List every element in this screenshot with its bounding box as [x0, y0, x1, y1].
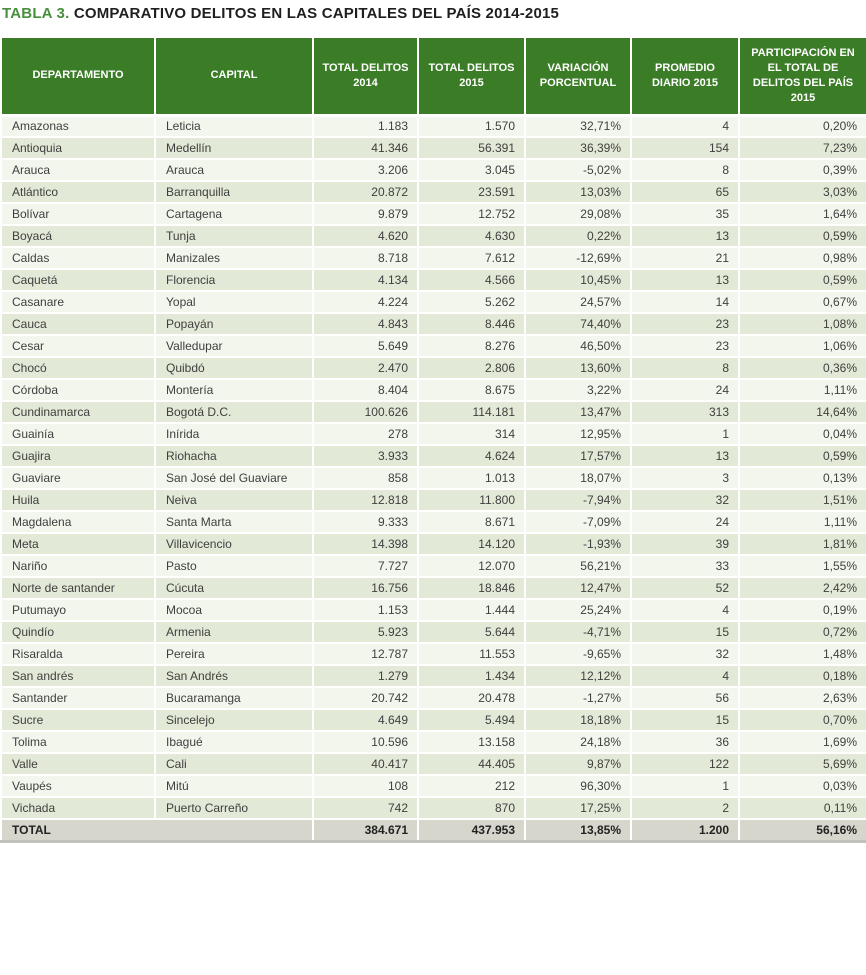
cell-total-delitos-2015: 3.045: [418, 159, 525, 181]
column-header-total-delitos-2015: TOTAL DELITOS 2015: [418, 37, 525, 115]
cell-departamento: Cesar: [1, 335, 155, 357]
total-label: TOTAL: [1, 819, 313, 841]
cell-total-delitos-2015: 8.675: [418, 379, 525, 401]
cell-total-delitos-2014: 4.134: [313, 269, 418, 291]
cell-departamento: Caquetá: [1, 269, 155, 291]
cell-capital: Leticia: [155, 115, 313, 137]
cell-participacion-total-pais-2015: 3,03%: [739, 181, 866, 203]
cell-total-delitos-2015: 8.276: [418, 335, 525, 357]
cell-departamento: Quindío: [1, 621, 155, 643]
cell-total-delitos-2015: 1.570: [418, 115, 525, 137]
cell-total-delitos-2014: 8.404: [313, 379, 418, 401]
cell-participacion-total-pais-2015: 0,39%: [739, 159, 866, 181]
table-row: [1, 335, 866, 357]
cell-promedio-diario-2015: 23: [631, 335, 739, 357]
cell-participacion-total-pais-2015: 1,81%: [739, 533, 866, 555]
cell-total-delitos-2014: 3.206: [313, 159, 418, 181]
cell-promedio-diario-2015: 24: [631, 379, 739, 401]
cell-participacion-total-pais-2015: 1,08%: [739, 313, 866, 335]
cell-total-delitos-2015: 8.446: [418, 313, 525, 335]
cell-total-delitos-2014: 40.417: [313, 753, 418, 775]
table-row: [1, 115, 866, 137]
cell-participacion-total-pais-2015: 1,11%: [739, 511, 866, 533]
cell-variacion-porcentual: -7,94%: [525, 489, 631, 511]
cell-total-delitos-2015: 1.444: [418, 599, 525, 621]
cell-promedio-diario-2015: 52: [631, 577, 739, 599]
cell-total-delitos-2015: 18.846: [418, 577, 525, 599]
cell-variacion-porcentual: 46,50%: [525, 335, 631, 357]
table-row: [1, 379, 866, 401]
cell-capital: Inírida: [155, 423, 313, 445]
cell-participacion-total-pais-2015: 1,51%: [739, 489, 866, 511]
cell-total-delitos-2015: 1.434: [418, 665, 525, 687]
cell-variacion-porcentual: -1,93%: [525, 533, 631, 555]
cell-variacion-porcentual: 0,22%: [525, 225, 631, 247]
cell-departamento: Antioquia: [1, 137, 155, 159]
cell-total-delitos-2015: 5.644: [418, 621, 525, 643]
cell-participacion-total-pais-2015: 1,69%: [739, 731, 866, 753]
cell-departamento: Atlántico: [1, 181, 155, 203]
cell-total-delitos-2015: 212: [418, 775, 525, 797]
table-row: [1, 643, 866, 665]
cell-capital: Mocoa: [155, 599, 313, 621]
cell-total-delitos-2014: 100.626: [313, 401, 418, 423]
cell-total-delitos-2014: 41.346: [313, 137, 418, 159]
cell-departamento: Amazonas: [1, 115, 155, 137]
table-footer: [1, 819, 866, 841]
cell-capital: Yopal: [155, 291, 313, 313]
cell-variacion-porcentual: -5,02%: [525, 159, 631, 181]
cell-total-delitos-2014: 4.843: [313, 313, 418, 335]
cell-variacion-porcentual: 17,57%: [525, 445, 631, 467]
table-title-text: COMPARATIVO DELITOS EN LAS CAPITALES DEL PAÍS 2014-2015: [73, 5, 560, 22]
table-row: [1, 181, 866, 203]
cell-total-delitos-2015: 4.624: [418, 445, 525, 467]
cell-participacion-total-pais-2015: 2,42%: [739, 577, 866, 599]
cell-variacion-porcentual: 12,47%: [525, 577, 631, 599]
cell-total-delitos-2015: 1.013: [418, 467, 525, 489]
cell-variacion-porcentual: 12,12%: [525, 665, 631, 687]
cell-capital: Bogotá D.C.: [155, 401, 313, 423]
cell-variacion-porcentual: 36,39%: [525, 137, 631, 159]
cell-total-delitos-2015: 20.478: [418, 687, 525, 709]
cell-departamento: Santander: [1, 687, 155, 709]
cell-total-delitos-2015: 56.391: [418, 137, 525, 159]
table-row: [1, 731, 866, 753]
cell-total-delitos-2014: 9.879: [313, 203, 418, 225]
cell-participacion-total-pais-2015: 0,98%: [739, 247, 866, 269]
cell-total-delitos-2015: 13.158: [418, 731, 525, 753]
cell-variacion-porcentual: 10,45%: [525, 269, 631, 291]
cell-departamento: Guajira: [1, 445, 155, 467]
cell-total-delitos-2015: 11.800: [418, 489, 525, 511]
cell-total-delitos-2014: 1.183: [313, 115, 418, 137]
cell-capital: Popayán: [155, 313, 313, 335]
cell-total-delitos-2015: 44.405: [418, 753, 525, 775]
cell-total-delitos-2014: 20.742: [313, 687, 418, 709]
cell-departamento: Bolívar: [1, 203, 155, 225]
cell-participacion-total-pais-2015: 2,63%: [739, 687, 866, 709]
cell-participacion-total-pais-2015: 0,11%: [739, 797, 866, 819]
table-row: [1, 357, 866, 379]
cell-departamento: Guaviare: [1, 467, 155, 489]
column-header-promedio-diario-2015: PROMEDIO DIARIO 2015: [631, 37, 739, 115]
cell-total-delitos-2014: 1.279: [313, 665, 418, 687]
table-row: [1, 203, 866, 225]
cell-capital: Pasto: [155, 555, 313, 577]
cell-departamento: Boyacá: [1, 225, 155, 247]
cell-participacion-total-pais-2015: 0,04%: [739, 423, 866, 445]
column-header-capital: CAPITAL: [155, 37, 313, 115]
cell-departamento: Cundinamarca: [1, 401, 155, 423]
cell-departamento: Arauca: [1, 159, 155, 181]
cell-promedio-diario-2015: 23: [631, 313, 739, 335]
cell-participacion-total-pais-2015: 5,69%: [739, 753, 866, 775]
table-row: [1, 577, 866, 599]
cell-participacion-total-pais-2015: 1,64%: [739, 203, 866, 225]
cell-promedio-diario-2015: 313: [631, 401, 739, 423]
table-row: [1, 599, 866, 621]
cell-departamento: Magdalena: [1, 511, 155, 533]
cell-participacion-total-pais-2015: 0,03%: [739, 775, 866, 797]
cell-capital: San José del Guaviare: [155, 467, 313, 489]
cell-promedio-diario-2015: 13: [631, 225, 739, 247]
table-row: [1, 753, 866, 775]
cell-promedio-diario-2015: 56: [631, 687, 739, 709]
cell-departamento: Guainía: [1, 423, 155, 445]
cell-participacion-total-pais-2015: 0,59%: [739, 445, 866, 467]
cell-total-delitos-2014: 858: [313, 467, 418, 489]
cell-total-delitos-2015: 870: [418, 797, 525, 819]
cell-departamento: Caldas: [1, 247, 155, 269]
column-header-total-delitos-2014: TOTAL DELITOS 2014: [313, 37, 418, 115]
cell-promedio-diario-2015: 65: [631, 181, 739, 203]
cell-promedio-diario-2015: 1: [631, 423, 739, 445]
cell-total-delitos-2015: 114.181: [418, 401, 525, 423]
cell-capital: Santa Marta: [155, 511, 313, 533]
cell-participacion-total-pais-2015: 0,18%: [739, 665, 866, 687]
cell-variacion-porcentual: 17,25%: [525, 797, 631, 819]
cell-promedio-diario-2015: 3: [631, 467, 739, 489]
cell-promedio-diario-2015: 13: [631, 445, 739, 467]
column-header-departamento: DEPARTAMENTO: [1, 37, 155, 115]
cell-total-delitos-2015: 8.671: [418, 511, 525, 533]
cell-capital: Manizales: [155, 247, 313, 269]
cell-departamento: Putumayo: [1, 599, 155, 621]
table-row: [1, 247, 866, 269]
cell-total-delitos-2014: 4.649: [313, 709, 418, 731]
cell-variacion-porcentual: 29,08%: [525, 203, 631, 225]
comparative-crime-table: [0, 36, 866, 843]
cell-promedio-diario-2015: 35: [631, 203, 739, 225]
cell-participacion-total-pais-2015: 1,06%: [739, 335, 866, 357]
cell-variacion-porcentual: 18,07%: [525, 467, 631, 489]
cell-capital: Riohacha: [155, 445, 313, 467]
cell-variacion-porcentual: -12,69%: [525, 247, 631, 269]
cell-participacion-total-pais-2015: 1,55%: [739, 555, 866, 577]
cell-departamento: Meta: [1, 533, 155, 555]
table-row: [1, 533, 866, 555]
cell-total-delitos-2015: 11.553: [418, 643, 525, 665]
cell-total-delitos-2014: 12.787: [313, 643, 418, 665]
cell-promedio-diario-2015: 32: [631, 643, 739, 665]
cell-capital: Sincelejo: [155, 709, 313, 731]
cell-departamento: Risaralda: [1, 643, 155, 665]
cell-participacion-total-pais-2015: 0,59%: [739, 225, 866, 247]
table-row: [1, 445, 866, 467]
cell-promedio-diario-2015: 4: [631, 115, 739, 137]
cell-capital: Valledupar: [155, 335, 313, 357]
cell-capital: Ibagué: [155, 731, 313, 753]
cell-promedio-diario-2015: 13: [631, 269, 739, 291]
cell-participacion-total-pais-2015: 0,19%: [739, 599, 866, 621]
cell-variacion-porcentual: 24,57%: [525, 291, 631, 313]
cell-capital: Pereira: [155, 643, 313, 665]
cell-total-delitos-2014: 10.596: [313, 731, 418, 753]
cell-total-delitos-2015: 7.612: [418, 247, 525, 269]
cell-capital: Villavicencio: [155, 533, 313, 555]
cell-capital: Medellín: [155, 137, 313, 159]
cell-variacion-porcentual: 25,24%: [525, 599, 631, 621]
cell-promedio-diario-2015: 24: [631, 511, 739, 533]
cell-total-delitos-2014: 9.333: [313, 511, 418, 533]
cell-total-delitos-2014: 278: [313, 423, 418, 445]
table-row: [1, 797, 866, 819]
table-row: [1, 621, 866, 643]
cell-variacion-porcentual: 96,30%: [525, 775, 631, 797]
table-row: [1, 401, 866, 423]
cell-total-delitos-2014: 2.470: [313, 357, 418, 379]
table-row: [1, 687, 866, 709]
cell-participacion-total-pais-2015: 0,70%: [739, 709, 866, 731]
cell-promedio-diario-2015: 8: [631, 159, 739, 181]
cell-total-delitos-2014: 4.620: [313, 225, 418, 247]
cell-capital: Cartagena: [155, 203, 313, 225]
cell-total-delitos-2015: 23.591: [418, 181, 525, 203]
cell-capital: Tunja: [155, 225, 313, 247]
cell-capital: Quibdó: [155, 357, 313, 379]
cell-participacion-total-pais-2015: 0,13%: [739, 467, 866, 489]
cell-departamento: Valle: [1, 753, 155, 775]
table-row: [1, 555, 866, 577]
cell-capital: San Andrés: [155, 665, 313, 687]
cell-participacion-total-pais-2015: 1,11%: [739, 379, 866, 401]
cell-total-delitos-2014: 1.153: [313, 599, 418, 621]
cell-variacion-porcentual: 18,18%: [525, 709, 631, 731]
table-row: [1, 225, 866, 247]
cell-total-delitos-2014: 16.756: [313, 577, 418, 599]
cell-participacion-total-pais-2015: 0,20%: [739, 115, 866, 137]
cell-total-delitos-2015: 2.806: [418, 357, 525, 379]
cell-promedio-diario-2015: 32: [631, 489, 739, 511]
cell-departamento: Tolima: [1, 731, 155, 753]
table-row: [1, 159, 866, 181]
cell-total-delitos-2015: 4.566: [418, 269, 525, 291]
table-header: [1, 37, 866, 115]
cell-promedio-diario-2015: 4: [631, 665, 739, 687]
cell-variacion-porcentual: 13,47%: [525, 401, 631, 423]
cell-total-delitos-2015: 5.262: [418, 291, 525, 313]
cell-promedio-diario-2015: 1: [631, 775, 739, 797]
cell-total-delitos-2014: 108: [313, 775, 418, 797]
table-row: [1, 137, 866, 159]
cell-variacion-porcentual: -7,09%: [525, 511, 631, 533]
cell-total-delitos-2015: 4.630: [418, 225, 525, 247]
table-body: [1, 115, 866, 819]
table-row: [1, 467, 866, 489]
cell-variacion-porcentual: -1,27%: [525, 687, 631, 709]
table-row: [1, 291, 866, 313]
header-row: [1, 37, 866, 115]
cell-variacion-porcentual: 13,03%: [525, 181, 631, 203]
cell-capital: Florencia: [155, 269, 313, 291]
table-number-label: TABLA 3.: [2, 5, 70, 22]
table-row: [1, 489, 866, 511]
cell-variacion-porcentual: -9,65%: [525, 643, 631, 665]
cell-promedio-diario-2015: 2: [631, 797, 739, 819]
cell-promedio-diario-2015: 39: [631, 533, 739, 555]
total-row: [1, 819, 866, 841]
table-row: [1, 709, 866, 731]
cell-total-delitos-2014: 7.727: [313, 555, 418, 577]
cell-total-delitos-2014: 20.872: [313, 181, 418, 203]
total-participacion-total-pais-2015: 56,16%: [739, 819, 866, 841]
total-variacion-porcentual: 13,85%: [525, 819, 631, 841]
cell-total-delitos-2014: 12.818: [313, 489, 418, 511]
cell-total-delitos-2014: 3.933: [313, 445, 418, 467]
cell-total-delitos-2014: 8.718: [313, 247, 418, 269]
cell-departamento: Vaupés: [1, 775, 155, 797]
cell-variacion-porcentual: 32,71%: [525, 115, 631, 137]
cell-promedio-diario-2015: 15: [631, 709, 739, 731]
cell-departamento: Vichada: [1, 797, 155, 819]
cell-promedio-diario-2015: 36: [631, 731, 739, 753]
table-row: [1, 511, 866, 533]
cell-departamento: Casanare: [1, 291, 155, 313]
cell-departamento: Cauca: [1, 313, 155, 335]
cell-variacion-porcentual: 74,40%: [525, 313, 631, 335]
total-promedio-diario-2015: 1.200: [631, 819, 739, 841]
cell-capital: Cali: [155, 753, 313, 775]
table-row: [1, 775, 866, 797]
cell-participacion-total-pais-2015: 1,48%: [739, 643, 866, 665]
cell-capital: Mitú: [155, 775, 313, 797]
cell-total-delitos-2014: 14.398: [313, 533, 418, 555]
cell-participacion-total-pais-2015: 7,23%: [739, 137, 866, 159]
table-row: [1, 313, 866, 335]
cell-variacion-porcentual: 9,87%: [525, 753, 631, 775]
cell-variacion-porcentual: 56,21%: [525, 555, 631, 577]
cell-capital: Armenia: [155, 621, 313, 643]
cell-departamento: Sucre: [1, 709, 155, 731]
cell-capital: Neiva: [155, 489, 313, 511]
cell-total-delitos-2015: 5.494: [418, 709, 525, 731]
cell-participacion-total-pais-2015: 0,72%: [739, 621, 866, 643]
cell-capital: Arauca: [155, 159, 313, 181]
cell-promedio-diario-2015: 15: [631, 621, 739, 643]
cell-departamento: Chocó: [1, 357, 155, 379]
column-header-variacion-porcentual: VARIACIÓN PORCENTUAL: [525, 37, 631, 115]
cell-total-delitos-2015: 314: [418, 423, 525, 445]
cell-capital: Barranquilla: [155, 181, 313, 203]
column-header-participacion-total-pais-2015: PARTICIPACIÓN EN EL TOTAL DE DELITOS DEL PAÍS 2015: [739, 37, 866, 115]
cell-promedio-diario-2015: 122: [631, 753, 739, 775]
cell-departamento: Córdoba: [1, 379, 155, 401]
cell-promedio-diario-2015: 14: [631, 291, 739, 313]
cell-promedio-diario-2015: 33: [631, 555, 739, 577]
cell-participacion-total-pais-2015: 0,36%: [739, 357, 866, 379]
cell-capital: Montería: [155, 379, 313, 401]
cell-total-delitos-2014: 742: [313, 797, 418, 819]
cell-participacion-total-pais-2015: 0,67%: [739, 291, 866, 313]
cell-departamento: San andrés: [1, 665, 155, 687]
cell-total-delitos-2014: 5.923: [313, 621, 418, 643]
cell-total-delitos-2014: 5.649: [313, 335, 418, 357]
cell-variacion-porcentual: 3,22%: [525, 379, 631, 401]
cell-capital: Bucaramanga: [155, 687, 313, 709]
cell-participacion-total-pais-2015: 14,64%: [739, 401, 866, 423]
table-row: [1, 423, 866, 445]
cell-promedio-diario-2015: 21: [631, 247, 739, 269]
cell-departamento: Nariño: [1, 555, 155, 577]
total-total-delitos-2015: 437.953: [418, 819, 525, 841]
cell-total-delitos-2015: 12.752: [418, 203, 525, 225]
cell-variacion-porcentual: -4,71%: [525, 621, 631, 643]
cell-promedio-diario-2015: 4: [631, 599, 739, 621]
table-row: [1, 269, 866, 291]
cell-total-delitos-2014: 4.224: [313, 291, 418, 313]
cell-variacion-porcentual: 12,95%: [525, 423, 631, 445]
cell-participacion-total-pais-2015: 0,59%: [739, 269, 866, 291]
cell-total-delitos-2015: 12.070: [418, 555, 525, 577]
cell-departamento: Norte de santander: [1, 577, 155, 599]
cell-departamento: Huila: [1, 489, 155, 511]
cell-capital: Cúcuta: [155, 577, 313, 599]
total-total-delitos-2014: 384.671: [313, 819, 418, 841]
cell-total-delitos-2015: 14.120: [418, 533, 525, 555]
table-row: [1, 665, 866, 687]
cell-variacion-porcentual: 24,18%: [525, 731, 631, 753]
page-title: [0, 0, 866, 36]
cell-variacion-porcentual: 13,60%: [525, 357, 631, 379]
cell-promedio-diario-2015: 154: [631, 137, 739, 159]
cell-capital: Puerto Carreño: [155, 797, 313, 819]
cell-promedio-diario-2015: 8: [631, 357, 739, 379]
